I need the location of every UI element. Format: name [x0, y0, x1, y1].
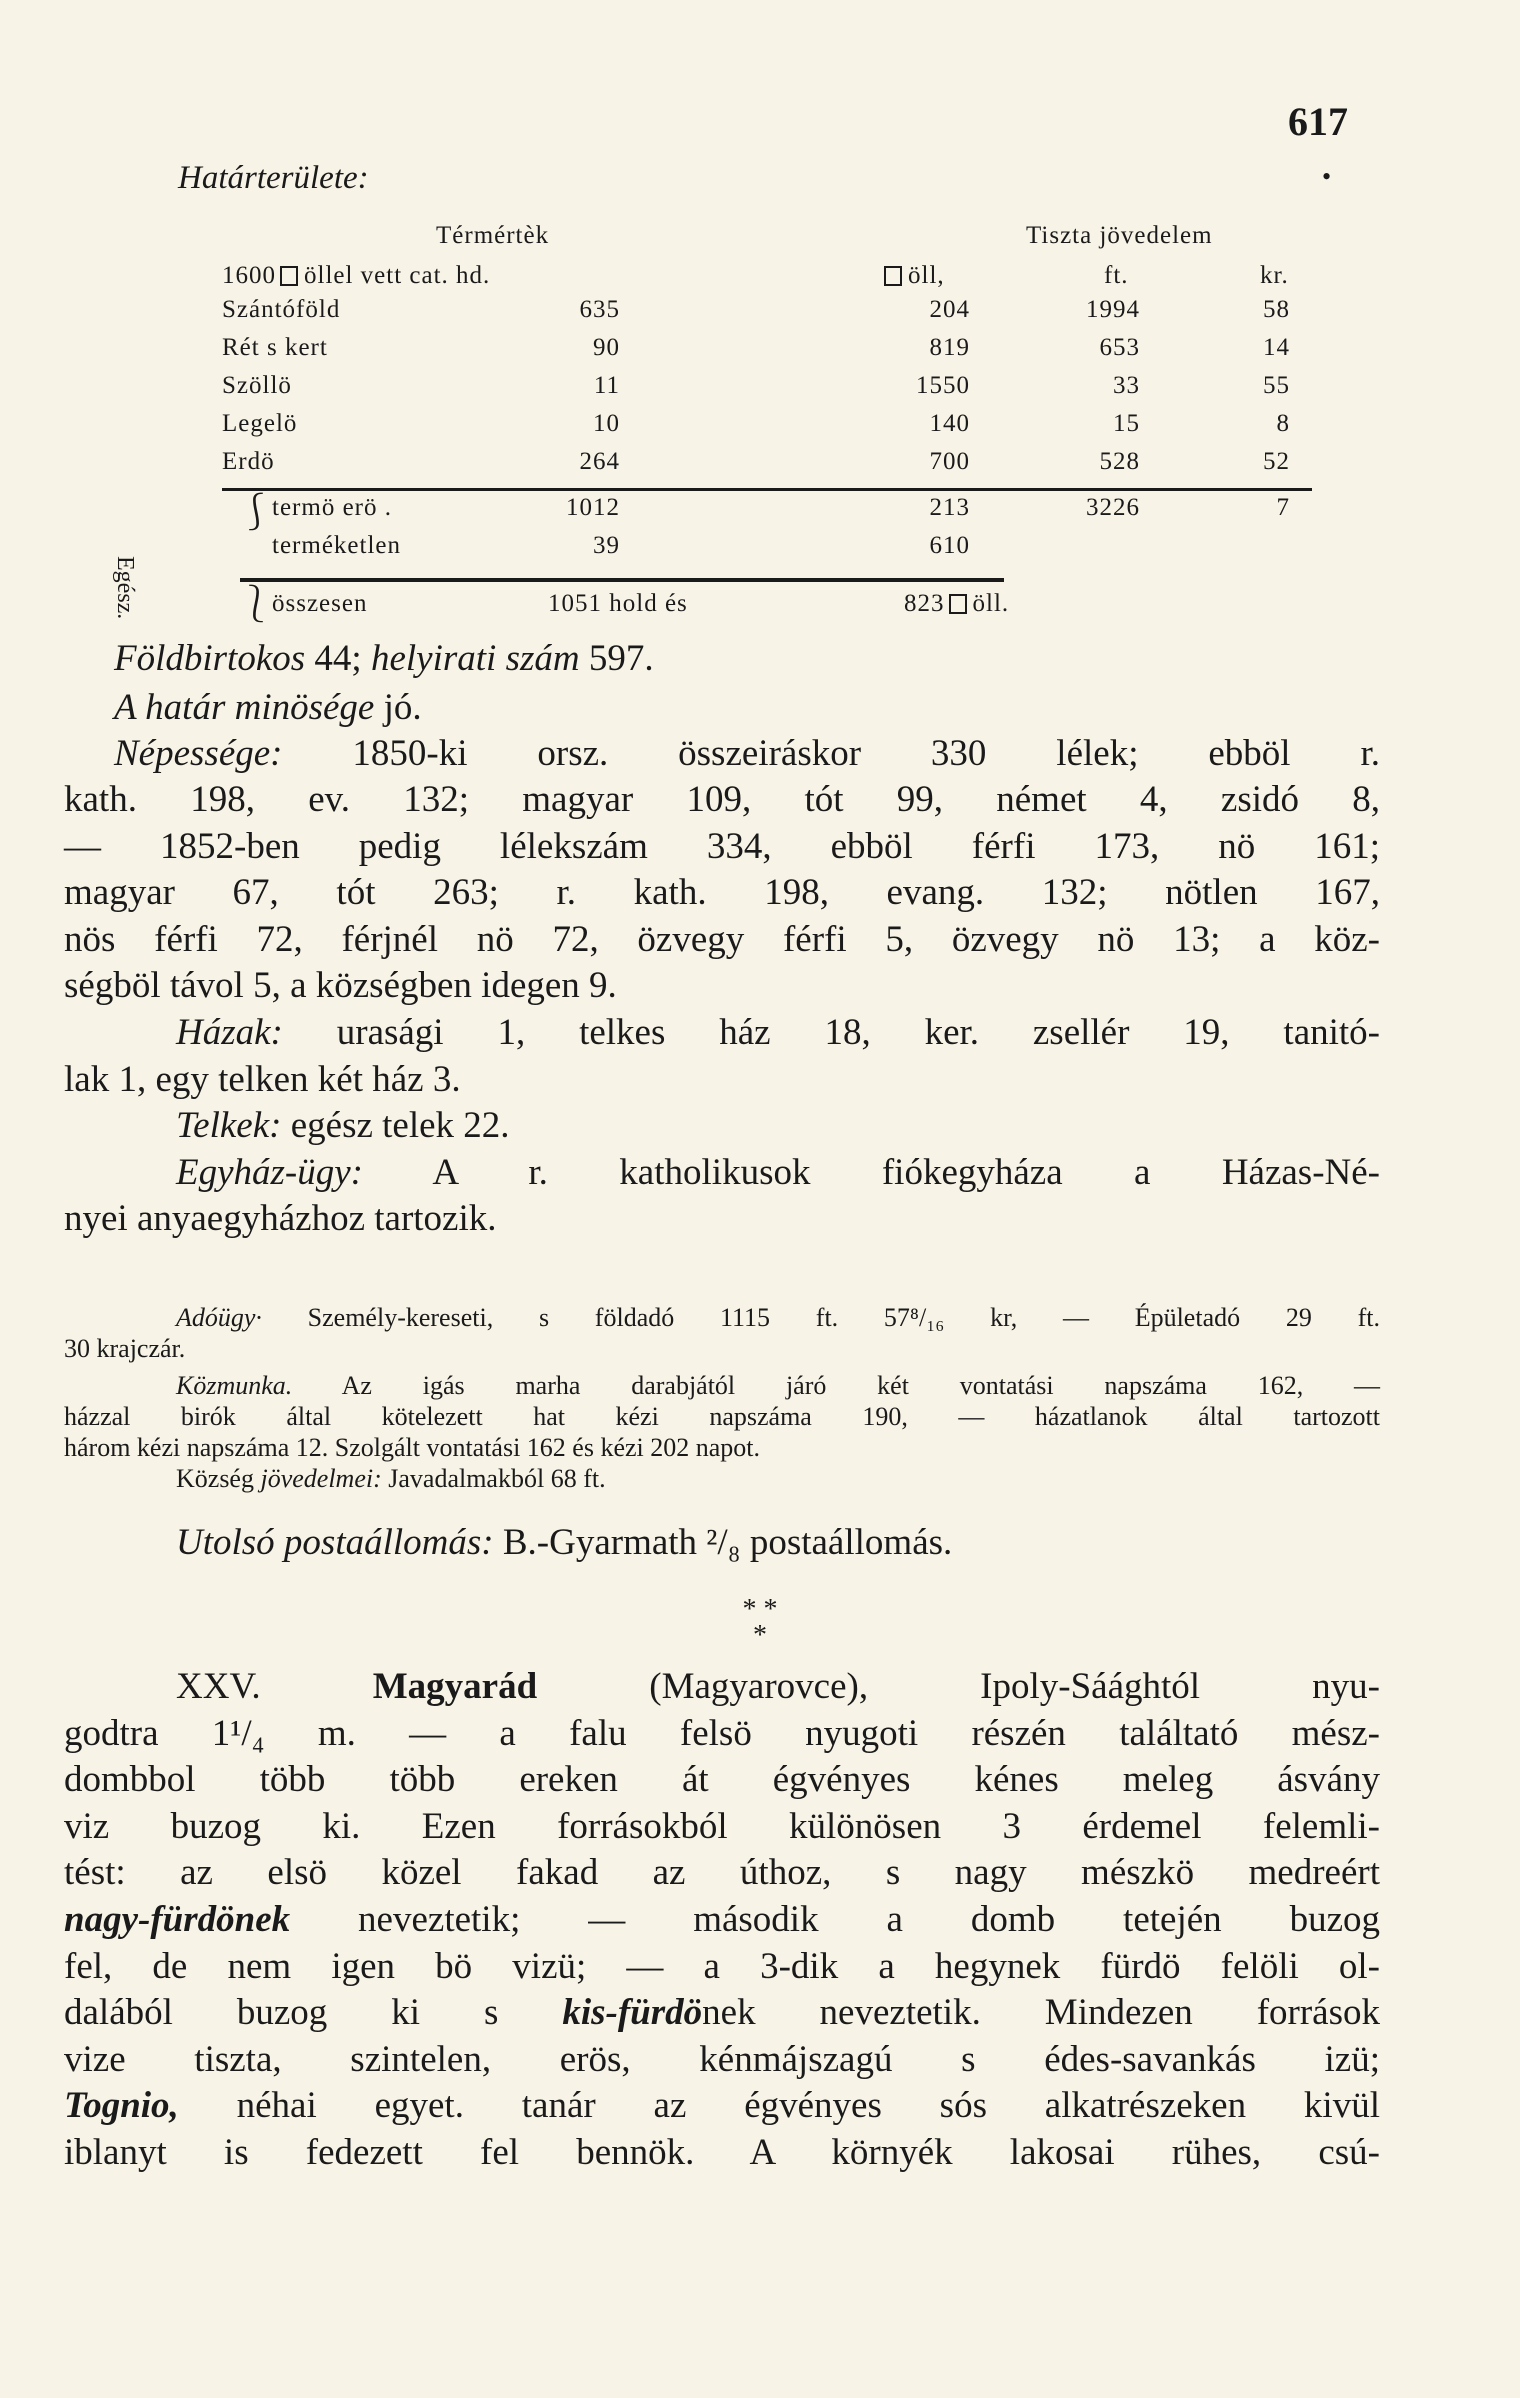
- page-number: 617: [1288, 99, 1348, 144]
- row-name: Szöllö: [222, 372, 292, 399]
- notes: [64, 1302, 1380, 1494]
- row-oll: 819: [929, 334, 970, 361]
- text-line: dalából buzog ki s kis-fürdönek neveztetik. Mindezen források: [64, 1992, 1380, 2034]
- text-line: Utolsó postaállomás: B.-Gyarmath ²/₈ postaállomás.: [176, 1522, 953, 1563]
- text-line: dombbol több több ereken át égvényes kénes meleg ásvány: [64, 1759, 1380, 1801]
- note-line: házzal birók által kötelezett hat kézi napszáma 190, — házatlanok által tartozott: [64, 1402, 1380, 1431]
- row-hd: 635: [579, 296, 620, 323]
- sub-1600: 1600: [222, 262, 276, 289]
- row-kr: 14: [1263, 334, 1290, 361]
- sum-row-oll: 610: [929, 532, 970, 559]
- text-line: nagy-fürdönek neveztetik; — második a domb tetején buzog: [64, 1898, 1380, 1940]
- row-kr: 52: [1263, 448, 1290, 475]
- total-hd: 1051 hold és: [548, 590, 688, 617]
- top-mark: •: [1322, 162, 1332, 191]
- row-hd: 90: [593, 334, 620, 361]
- header-termertek: Térmértèk: [436, 222, 550, 249]
- text-line: nös férfi 72, férjnél nö 72, özvegy férfi 5, özvegy nö 13; a köz-: [64, 918, 1380, 960]
- text-line: godtra 1¹/₄ m. — a falu felsö nyugoti részén találtató mész-: [64, 1712, 1380, 1754]
- text-line: tést: az elsö közel fakad az úthoz, s nagy mészkö medreért: [64, 1852, 1380, 1894]
- header-sub-ft: ft.: [1104, 262, 1129, 289]
- header-jovedelem: Tiszta jövedelem: [1026, 222, 1213, 249]
- text-line: nyei anyaegyházhoz tartozik.: [64, 1198, 497, 1240]
- row-kr: 8: [1276, 410, 1290, 437]
- row-oll: 204: [929, 296, 970, 323]
- note-line: 30 krajczár.: [64, 1334, 186, 1363]
- row-kr: 58: [1263, 296, 1290, 323]
- sum-row-ft: 3226: [1086, 494, 1140, 521]
- row-ft: 33: [1113, 372, 1140, 399]
- header-sub-oll: öll,: [880, 262, 945, 290]
- note-line: Község jövedelmei: Javadalmakból 68 ft.: [176, 1464, 606, 1493]
- row-ft: 528: [1099, 448, 1140, 475]
- sub-ollel: öllel vett cat. hd.: [304, 262, 491, 289]
- text-line: Népessége: 1850-ki orsz. összeiráskor 330 lélek; ebböl r.: [114, 733, 1380, 775]
- row-ft: 653: [1099, 334, 1140, 361]
- total-oll: 823 öll.: [904, 590, 1010, 617]
- separator-star: *: [753, 1620, 767, 1651]
- row-hd: 10: [593, 410, 620, 437]
- paragraph-magyarad: [64, 1664, 1380, 2177]
- table-rule-top: [222, 488, 1312, 491]
- text-line: — 1852-ben pedig lélekszám 334, ebböl férfi 173, nö 161;: [64, 825, 1380, 867]
- row-hd: 11: [593, 372, 620, 399]
- text-line: magyar 67, tót 263; r. kath. 198, evang. 132; nötlen 167,: [64, 872, 1380, 914]
- text-line: kath. 198, ev. 132; magyar 109, tót 99, német 4, zsidó 8,: [64, 779, 1380, 820]
- text-line: viz buzog ki. Ezen forrásokból különösen 3 érdemel felemli-: [64, 1805, 1380, 1847]
- row-hd: 264: [579, 448, 620, 475]
- side-label: Egész.: [112, 556, 138, 620]
- row-name: Szántóföld: [222, 296, 341, 323]
- text-line: Házak: urasági 1, telkes ház 18, ker. zsellér 19, tanitó-: [176, 1011, 1380, 1053]
- brace-mark: ⎰: [238, 492, 275, 532]
- sum-row-name: terméketlen: [272, 532, 401, 559]
- header-sub-left: [222, 262, 490, 290]
- section-title: Határterülete:: [178, 160, 369, 196]
- total-name: összesen: [272, 590, 368, 617]
- row-name: Rét s kert: [222, 334, 328, 361]
- text-line: XXV. Magyarád (Magyarovce), Ipoly-Sáághtól nyu-: [176, 1666, 1380, 1707]
- sum-row-hd: 39: [593, 532, 620, 559]
- sum-row-hd: 1012: [566, 494, 620, 521]
- row-ft: 15: [1113, 410, 1140, 437]
- sum-row-oll: 213: [929, 494, 970, 521]
- text-line: vize tiszta, szintelen, erös, kénmájszagú s édes-savankás izü;: [64, 2038, 1380, 2080]
- text-line: Telkek: egész telek 22.: [176, 1105, 510, 1147]
- text-line: ségböl távol 5, a községben idegen 9.: [64, 965, 617, 1007]
- square-symbol: [280, 266, 298, 286]
- row-name: Legelö: [222, 410, 298, 437]
- text-line: iblanyt is fedezett fel bennök. A környék lakosai rühes, csú-: [64, 2131, 1380, 2173]
- row-ft: 1994: [1086, 296, 1140, 323]
- row-kr: 55: [1263, 372, 1290, 399]
- square-symbol: [884, 266, 902, 286]
- header-sub-kr: kr.: [1260, 262, 1289, 289]
- post-line: [64, 1520, 1380, 1567]
- brace-mark: ⎱: [238, 584, 275, 624]
- note-line: három kézi napszáma 12. Szolgált vontatási 162 és kézi 202 napot.: [64, 1433, 761, 1462]
- text-line: fel, de nem igen bö vizü; — a 3-dik a hegynek fürdö felöli ol-: [64, 1945, 1380, 1987]
- row-oll: 700: [929, 448, 970, 475]
- body-text: [114, 636, 1380, 778]
- text-line: A határ minösége jó.: [114, 686, 422, 728]
- body-text-2: [64, 777, 1380, 1243]
- separator-stars: * *: [742, 1594, 778, 1625]
- row-oll: 1550: [916, 372, 970, 399]
- text-line: Földbirtokos 44; helyirati szám 597.: [114, 638, 654, 679]
- text-line: Tognio, néhai egyet. tanár az égvényes sós alkatrészeken kivül: [64, 2085, 1380, 2127]
- square-symbol: [949, 594, 967, 614]
- sum-row-kr: 7: [1276, 494, 1290, 521]
- text-line: lak 1, egy telken két ház 3.: [64, 1058, 461, 1100]
- note-line: Közmunka. Az igás marha darabjától járó két vontatási napszáma 162, —: [176, 1371, 1380, 1400]
- sum-row-name: termö erö .: [272, 494, 392, 521]
- row-name: Erdö: [222, 448, 275, 475]
- note-line: Adóügy· Személy-kereseti, s földadó 1115 ft. 57⁸/₁₆ kr, — Épületadó 29 ft.: [176, 1303, 1380, 1332]
- row-oll: 140: [929, 410, 970, 437]
- table-rule-sum: [240, 578, 1004, 582]
- text-line: Egyház-ügy: A r. katholikusok fiókegyháza a Házas-Né-: [176, 1151, 1380, 1193]
